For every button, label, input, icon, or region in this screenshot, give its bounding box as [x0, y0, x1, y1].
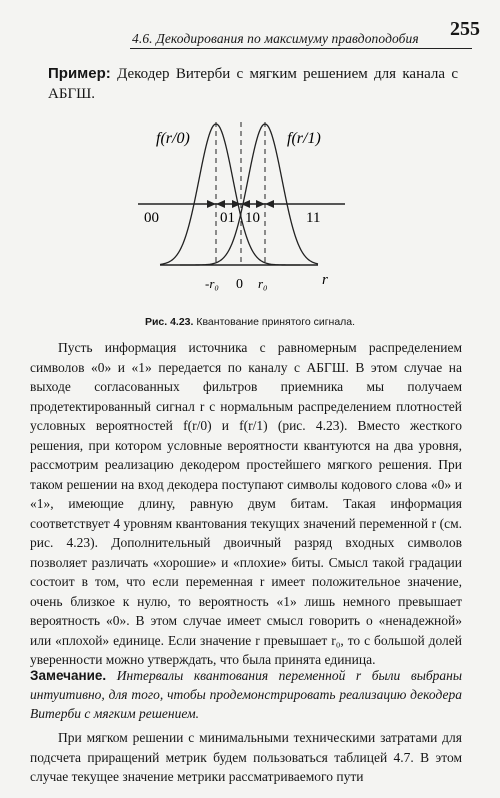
remark-paragraph — [30, 666, 462, 723]
axis-variable-r: r — [322, 272, 328, 288]
body-paragraph-2: При мягком решении с минимальными техническими затратами для подсчета приращений метрик будем пользоваться таблицей 4.7. В этом случае текущее значение метрики рассматриваемого пути — [30, 730, 462, 784]
region-label-01: 01 — [220, 210, 235, 226]
example-heading — [48, 64, 458, 104]
remark-text: Интервалы квантования переменной r были выбраны интуитивно, для того, чтобы продемонстрировать реализацию декодера Витерби с мягким решением. — [30, 668, 463, 721]
body-paragraph-1: Пусть информация источника с равномерным распределением символов «0» и «1» передается по каналу с АБГШ. В этом случае на выходе согласованных фильтров приемника мы получаем продетектированный сигнал r с нормальным распределением плотностей условных вероятностей f(r/0) и f(r/1) (рис. 4.23). Вместо жесткого решения, при котором условные вероятности квантуются на два уровня, рассмотрим реализацию декодером простейшего мягкого решения. При таком решении на вход декодера поступают символы кодового слова «0» и «1», имеющие длину, равную двум битам. Такая информация соответствует 4 уровням квантования текущих значений переменной r (см. рис. 4.23). Дополнительный двоичный разряд входных символов позволяет различать «хорошие» и «плохие» биты. Смысл такой градации состоит в том, что если переменная r имеет положительное значение, очень близкое к нулю, то вероятность «1» лишь немного превышает вероятность «0». В этом случае имеет смысл говорить о «ненадежной» или «плохой» единице. Если значение r превышает r₀, то с большой долей уверенности можно утверждать, что была принята единица. — [30, 340, 462, 667]
curve-f-r-0 — [160, 124, 300, 265]
remark-label: Замечание. — [30, 668, 107, 683]
figure-caption — [0, 316, 500, 328]
region-label-11: 11 — [306, 210, 321, 226]
region-label-10: 10 — [245, 210, 260, 226]
tick-r0: r₀ — [258, 276, 268, 291]
curve-left-label: f(r/0) — [156, 130, 190, 147]
example-text: Декодер Витерби с мягким решением для канала с АБГШ. — [48, 66, 459, 102]
tick-minus-r0: -r₀ — [205, 276, 219, 291]
curve-right-label: f(r/1) — [287, 130, 321, 147]
boundary-arrows — [207, 200, 274, 208]
running-header — [130, 18, 480, 49]
curve-f-r-1 — [180, 124, 321, 265]
figure-caption-number: Рис. 4.23. — [144, 316, 194, 328]
running-header-title: 4.6. Декодирования по максимуму правдоподобия — [132, 31, 419, 46]
tick-zero: 0 — [236, 277, 243, 292]
region-label-00: 00 — [144, 210, 159, 226]
figure-caption-text: Квантование принятого сигнала. — [196, 316, 356, 328]
page-number: 255 — [450, 18, 480, 40]
example-label: Пример: — [48, 65, 111, 82]
